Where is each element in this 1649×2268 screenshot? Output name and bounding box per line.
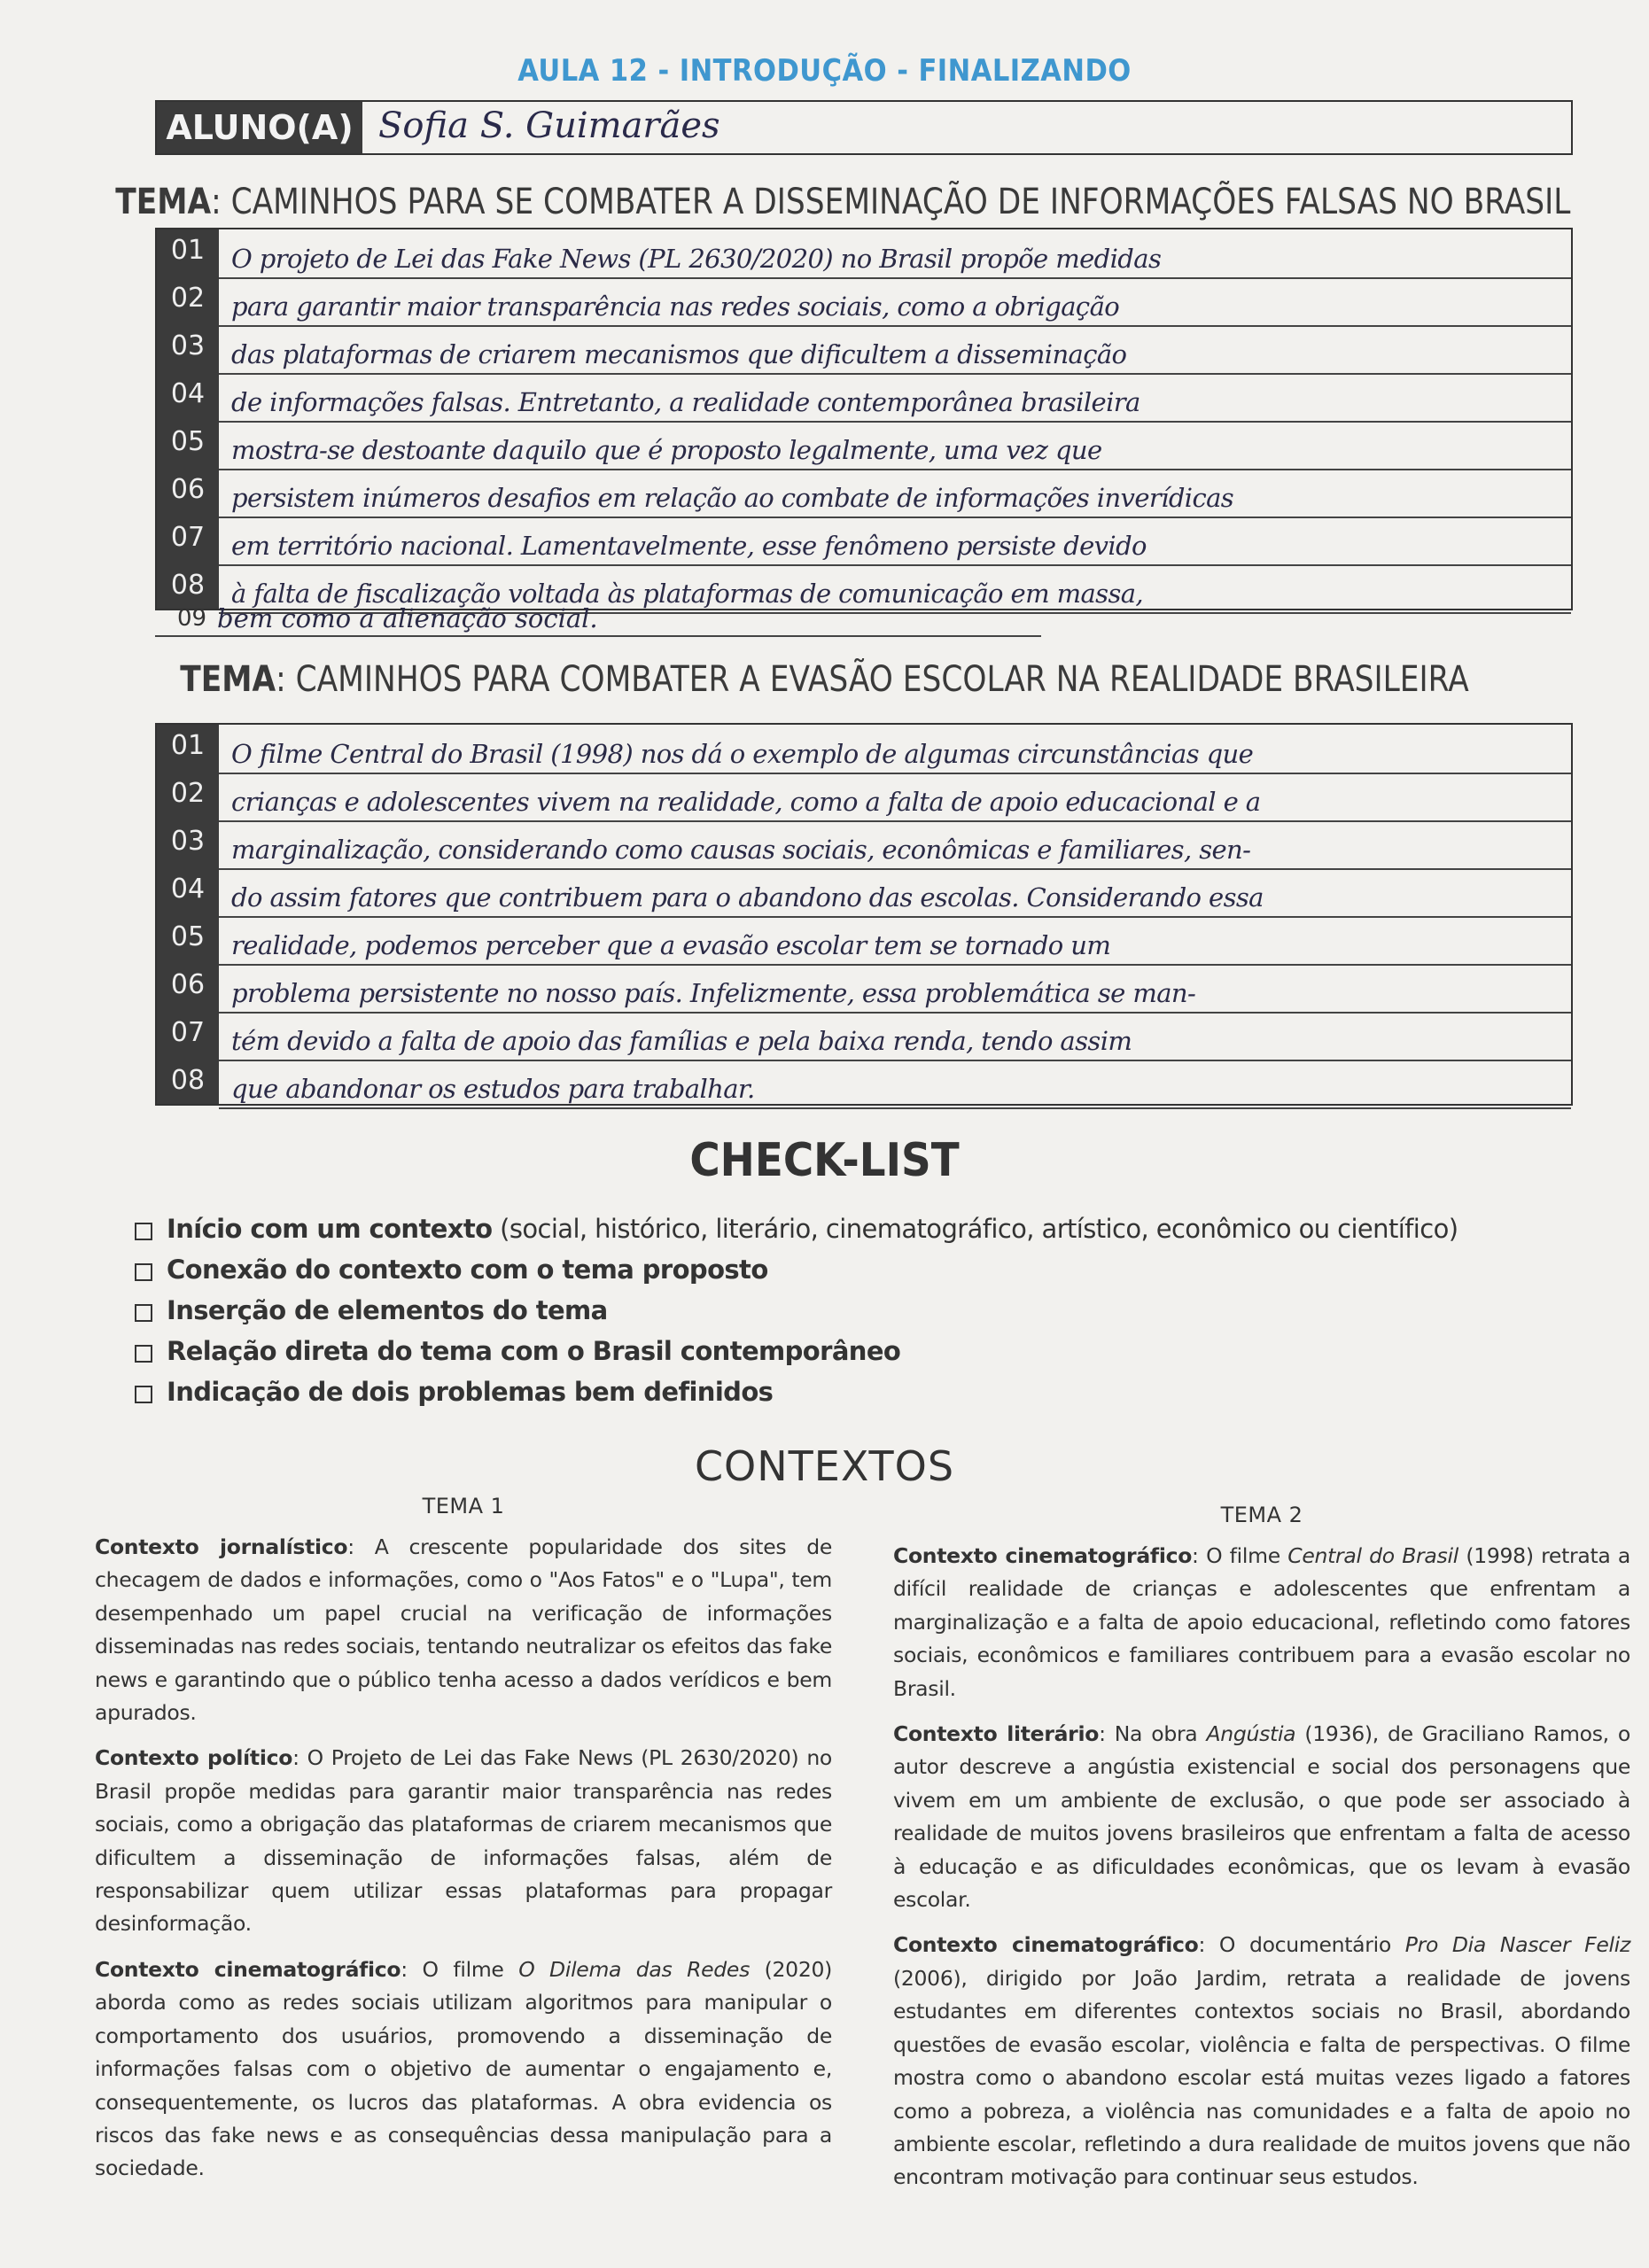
student-name-field[interactable]: Sofia S. Guimarães (378, 105, 720, 146)
line-number: 08 (170, 1065, 206, 1096)
essay-line[interactable] (219, 325, 1571, 375)
checklist-item-text (167, 1214, 1458, 1244)
context-intro: : Na obra (1099, 1721, 1207, 1747)
handwritten-text: mostra-se destoante daquilo que é proposto legalmente, uma vez que (231, 435, 1102, 465)
essay-line[interactable] (219, 1012, 1571, 1061)
work-title: Central do Brasil (1287, 1543, 1458, 1568)
handwritten-text: problema persistente no nosso país. Infelizmente, essa problemática se man- (231, 978, 1196, 1008)
context-intro: : O documentário (1198, 1932, 1405, 1958)
context-label: Contexto jornalístico (95, 1534, 348, 1559)
essay-line[interactable] (219, 916, 1571, 966)
student-name-row (155, 100, 1573, 155)
essay-2-line-numbers (157, 725, 219, 1104)
line-number: 02 (170, 778, 206, 809)
context-paragraph (893, 1929, 1630, 2194)
checkbox[interactable] (135, 1386, 152, 1403)
checklist-title: CHECK-LIST (689, 1134, 960, 1187)
context-paragraph (893, 1540, 1630, 1705)
line-number: 01 (170, 730, 206, 761)
checklist-item-text (167, 1336, 900, 1366)
handwritten-text: do assim fatores que contribuem para o abandono das escolas. Considerando essa (231, 882, 1264, 913)
theme-1-label: TEMA (115, 182, 212, 222)
line-number: 07 (170, 522, 206, 553)
essay-line[interactable] (219, 725, 1571, 774)
work-title: Pro Dia Nascer Feliz (1404, 1932, 1631, 1958)
context-paragraph (95, 1531, 832, 1729)
handwritten-text: de informações falsas. Entretanto, a realidade contemporânea brasileira (231, 387, 1140, 417)
essay-line[interactable] (219, 773, 1571, 822)
contexts-tema-1 (95, 1494, 832, 2198)
essay-line[interactable] (219, 277, 1571, 327)
lesson-title: AULA 12 - INTRODUÇÃO - FINALIZANDO (517, 53, 1132, 89)
context-body: : A crescente popularidade dos sites de checagem de dados e informações, como o "Aos Fatos" e o "Lupa", tem desempenhado um papel crucial na verificação de informações disseminadas nas redes sociais, tentando neutralizar os efeitos das fake news e garantindo que o público tenha acesso a dados verídicos e bem apurados. (95, 1534, 832, 1726)
context-body: (2006), dirigido por João Jardim, retrata a realidade de jovens estudantes em diferentes contextos sociais no Brasil, abordando questões de evasão escolar, violência e falta de perspectivas. O filme mostra como o abandono escolar está muitas vezes ligado a fatores como a pobreza, a violência nas comunidades e a falta de apoio no ambiente escolar, refletindo a dura realidade de muitos jovens que não encontram motivação para continuar seus estudos. (893, 1965, 1630, 2190)
checklist-item-label: Início com um contexto (167, 1214, 493, 1244)
line-number: 05 (170, 921, 206, 952)
contexts-tema-2 (893, 1503, 1630, 2207)
handwritten-text: realidade, podemos perceber que a evasão escolar tem se tornado um (231, 930, 1111, 960)
line-number: 06 (170, 474, 206, 505)
essay-line[interactable] (219, 469, 1571, 518)
context-body: (1998) retrata a difícil realidade de crianças e adolescentes que enfrentam a marginalização e a falta de apoio educacional, refletindo como fatores sociais, econômicos e familiares contribuem para a evasão escolar no Brasil. (893, 1543, 1630, 1701)
checkbox[interactable] (135, 1223, 152, 1240)
essay-line[interactable] (219, 1060, 1571, 1109)
checklist-item-label: Relação direta do tema com o Brasil contemporâneo (167, 1336, 901, 1366)
line-number: 03 (170, 330, 206, 361)
essay-1-overflow-line[interactable] (155, 600, 1041, 637)
theme-1-text: : CAMINHOS PARA SE COMBATER A DISSEMINAÇÃO DE INFORMAÇÕES FALSAS NO BRASIL (211, 182, 1571, 222)
line-number: 04 (170, 378, 206, 409)
checklist-item-text (167, 1295, 608, 1325)
essay-line[interactable] (219, 517, 1571, 566)
handwritten-text: em território nacional. Lamentavelmente, esse fenômeno persiste devido (231, 531, 1147, 561)
work-title: Angústia (1206, 1721, 1296, 1747)
essay-1-overflow-number: 09 (177, 605, 207, 632)
handwritten-text: marginalização, considerando como causas sociais, econômicas e familiares, sen- (231, 835, 1251, 865)
context-paragraph (95, 1953, 832, 2186)
context-label: Contexto político (95, 1745, 293, 1771)
context-intro: : O filme (401, 1956, 519, 1982)
handwritten-text: O filme Central do Brasil (1998) nos dá o exemplo de algumas circunstâncias que (231, 739, 1254, 769)
context-body: (1936), de Graciliano Ramos, o autor descreve a angústia existencial e social dos personagens que vivem em um ambiente de exclusão, o que pode ser associado à realidade de muitos jovens brasileiros que enfrentam a falta de acesso à educação e as dificuldades econômicas, que os levam à evasão escolar. (893, 1721, 1630, 1913)
contexts-title: CONTEXTOS (694, 1442, 955, 1490)
line-number: 03 (170, 826, 206, 857)
context-label: Contexto cinematográfico (95, 1956, 401, 1982)
context-body: (2020) aborda como as redes sociais utilizam algoritmos para manipular o comportamento dos usuários, promovendo a disseminação de informações falsas com o objetivo de aumentar o engajamento e, consequentemente, os lucros das plataformas. A obra evidencia os riscos das fake news e as consequências dessa manipulação para a sociedade. (95, 1956, 832, 2181)
theme-2-title (115, 659, 1533, 700)
line-number: 07 (170, 1017, 206, 1048)
checkbox[interactable] (135, 1304, 152, 1322)
tema-2-heading: TEMA 2 (1220, 1503, 1303, 1527)
essay-1-overflow-text: bem como a alienação social. (217, 603, 598, 633)
handwritten-text: que abandonar os estudos para trabalhar. (231, 1074, 755, 1104)
tema-1-heading: TEMA 1 (422, 1494, 505, 1518)
handwritten-text: das plataformas de criarem mecanismos que dificultem a disseminação (231, 339, 1127, 369)
theme-1-title (115, 182, 1571, 222)
handwritten-text: à falta de fiscalização voltada às plataformas de comunicação em massa, (231, 579, 1144, 609)
checklist-item-label: Indicação de dois problemas bem definidos (167, 1377, 774, 1407)
context-intro: : O filme (1192, 1543, 1288, 1568)
student-label: ALUNO(A) (157, 102, 362, 153)
essay-2-box (155, 723, 1573, 1106)
line-number: 02 (170, 283, 206, 314)
checkbox[interactable] (135, 1263, 152, 1281)
checklist-item-label: Inserção de elementos do tema (167, 1295, 608, 1325)
checklist-item-note: (social, histórico, literário, cinematográfico, artístico, econômico ou científico) (492, 1214, 1458, 1244)
essay-line[interactable] (219, 229, 1571, 279)
handwritten-text: tém devido a falta de apoio das famílias e pela baixa renda, tendo assim (231, 1026, 1132, 1056)
context-paragraph (893, 1718, 1630, 1916)
handwritten-text: O projeto de Lei das Fake News (PL 2630/2020) no Brasil propõe medidas (231, 244, 1162, 274)
essay-1-box (155, 228, 1573, 610)
line-number: 04 (170, 874, 206, 905)
theme-2-label: TEMA (180, 659, 276, 700)
context-label: Contexto cinematográfico (893, 1543, 1193, 1568)
essay-line[interactable] (219, 820, 1571, 870)
checklist-item-text (167, 1254, 768, 1285)
context-label: Contexto literário (893, 1721, 1100, 1747)
handwritten-text: crianças e adolescentes vivem na realidade, como a falta de apoio educacional e a (231, 787, 1261, 817)
essay-line[interactable] (219, 964, 1571, 1014)
theme-2-text: : CAMINHOS PARA COMBATER A EVASÃO ESCOLAR NA REALIDADE BRASILEIRA (276, 659, 1469, 700)
handwritten-text: para garantir maior transparência nas redes sociais, como a obrigação (231, 291, 1120, 322)
context-label: Contexto cinematográfico (893, 1932, 1199, 1958)
essay-line[interactable] (219, 421, 1571, 470)
essay-1-line-numbers (157, 229, 219, 609)
context-body: : O Projeto de Lei das Fake News (PL 2630/2020) no Brasil propõe medidas para garantir maior transparência nas redes sociais, como a obrigação das plataformas de criarem mecanismos que dificultem a disseminação de informações falsas, além de responsabilizar quem utilizar essas plataformas para propagar desinformação. (95, 1745, 833, 1937)
context-paragraph (95, 1742, 832, 1940)
handwritten-text: persistem inúmeros desafios em relação ao combate de informações inverídicas (231, 483, 1234, 513)
essay-line[interactable] (219, 868, 1571, 918)
checklist-item-text (167, 1377, 773, 1407)
line-number: 05 (170, 426, 206, 457)
line-number: 01 (170, 235, 206, 266)
essay-line[interactable] (219, 373, 1571, 423)
checklist-item-label: Conexão do contexto com o tema proposto (167, 1254, 768, 1285)
work-title: O Dilema das Redes (518, 1956, 751, 1982)
checkbox[interactable] (135, 1345, 152, 1363)
line-number: 08 (170, 570, 206, 601)
line-number: 06 (170, 969, 206, 1000)
